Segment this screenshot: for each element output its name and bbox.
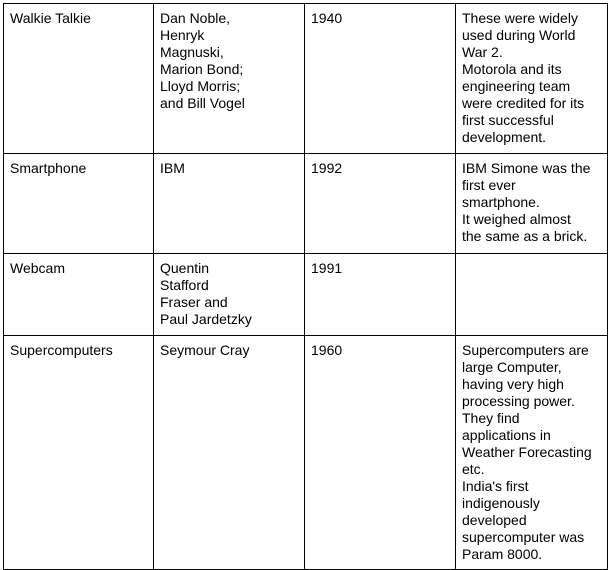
notes-cell bbox=[456, 154, 608, 254]
inventor-line: Marion Bond; bbox=[160, 61, 244, 77]
notes-line: processing power. bbox=[462, 393, 575, 409]
inventor-cell bbox=[154, 154, 305, 254]
notes-line: Weather Forecasting bbox=[462, 444, 592, 460]
notes-line: Supercomputers are bbox=[462, 342, 589, 358]
notes-line: large Computer, bbox=[462, 359, 562, 375]
year-cell: 1991 bbox=[305, 254, 456, 336]
notes-line: developed bbox=[462, 512, 527, 528]
notes-line: supercomputer was bbox=[462, 529, 585, 545]
inventor-cell bbox=[154, 254, 305, 336]
device-cell: Webcam bbox=[4, 254, 154, 336]
inventor-cell bbox=[154, 4, 305, 154]
notes-cell bbox=[456, 336, 608, 570]
inventor-line: Seymour Cray bbox=[160, 342, 250, 358]
notes-cell bbox=[456, 254, 608, 336]
inventor-line: Fraser and bbox=[160, 294, 228, 310]
notes-cell bbox=[456, 4, 608, 154]
device-cell: Supercomputers bbox=[4, 336, 154, 570]
device-cell: Smartphone bbox=[4, 154, 154, 254]
notes-line: smartphone. bbox=[462, 194, 540, 210]
inventor-line: Lloyd Morris; bbox=[160, 78, 241, 94]
inventions-table bbox=[3, 3, 608, 570]
notes-line: applications in bbox=[462, 427, 551, 443]
notes-line: having very high bbox=[462, 376, 564, 392]
notes-line: indigenously bbox=[462, 495, 540, 511]
table-row bbox=[4, 154, 608, 254]
notes-line: War 2. bbox=[462, 44, 503, 60]
notes-line: India's first bbox=[462, 478, 529, 494]
device-cell: Walkie Talkie bbox=[4, 4, 154, 154]
notes-line: Param 8000. bbox=[462, 546, 543, 562]
year-cell: 1940 bbox=[305, 4, 456, 154]
notes-line: engineering team bbox=[462, 78, 571, 94]
notes-line: first successful bbox=[462, 112, 554, 128]
inventor-line: IBM bbox=[160, 160, 185, 176]
notes-line: development. bbox=[462, 129, 547, 145]
notes-line: the same as a brick. bbox=[462, 228, 588, 244]
notes-line: first ever bbox=[462, 177, 516, 193]
inventor-line: Stafford bbox=[160, 277, 209, 293]
notes-line: They find bbox=[462, 410, 520, 426]
year-cell: 1960 bbox=[305, 336, 456, 570]
inventor-line: Henryk bbox=[160, 27, 205, 43]
table-row bbox=[4, 254, 608, 336]
inventor-line: Quentin bbox=[160, 260, 210, 276]
table-row bbox=[4, 4, 608, 154]
notes-line: IBM Simone was the bbox=[462, 160, 591, 176]
notes-line: It weighed almost bbox=[462, 211, 571, 227]
notes-line: were credited for its bbox=[462, 95, 585, 111]
notes-line: used during World bbox=[462, 27, 576, 43]
inventor-line: and Bill Vogel bbox=[160, 95, 245, 111]
year-cell: 1992 bbox=[305, 154, 456, 254]
table-row bbox=[4, 336, 608, 570]
notes-line: These were widely bbox=[462, 10, 578, 26]
inventor-cell bbox=[154, 336, 305, 570]
notes-line: etc. bbox=[462, 461, 485, 477]
notes-line: Motorola and its bbox=[462, 61, 562, 77]
inventor-line: Magnuski, bbox=[160, 44, 224, 60]
inventor-line: Dan Noble, bbox=[160, 10, 231, 26]
inventor-line: Paul Jardetzky bbox=[160, 311, 252, 327]
